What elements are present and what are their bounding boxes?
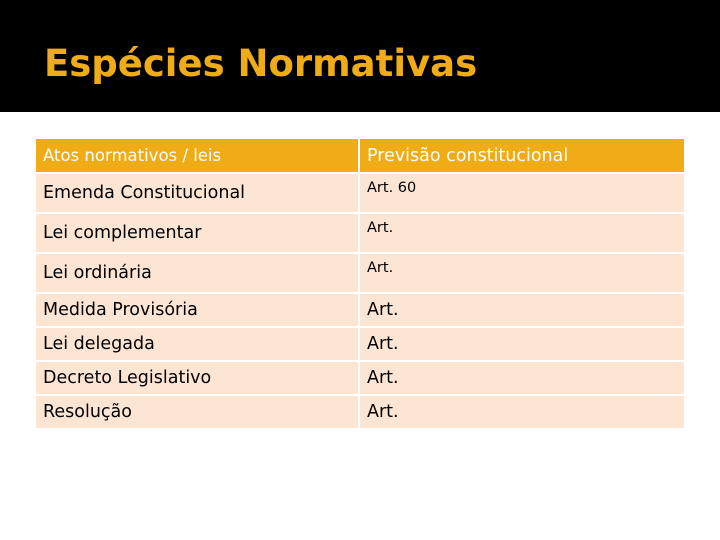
table-row — [36, 173, 684, 213]
provision-cell: Art. — [359, 293, 684, 327]
column-header-constitutional-provision: Previsão constitucional — [359, 139, 684, 173]
act-cell: Emenda Constitucional — [36, 173, 359, 213]
slide-title: Espécies Normativas — [44, 42, 478, 85]
provision-cell: Art. — [359, 213, 684, 253]
act-cell: Lei delegada — [36, 327, 359, 361]
table-row — [36, 395, 684, 428]
act-cell: Lei ordinária — [36, 253, 359, 293]
act-cell: Medida Provisória — [36, 293, 359, 327]
act-cell: Lei complementar — [36, 213, 359, 253]
provision-cell: Art. — [359, 361, 684, 395]
table-row — [36, 213, 684, 253]
provision-cell: Art. — [359, 253, 684, 293]
column-header-acts: Atos normativos / leis — [36, 139, 359, 173]
act-cell: Resolução — [36, 395, 359, 428]
table-container — [36, 139, 684, 428]
normative-species-table — [36, 139, 684, 428]
table-row — [36, 293, 684, 327]
provision-cell: Art. 60 — [359, 173, 684, 213]
table-row — [36, 361, 684, 395]
provision-cell: Art. — [359, 395, 684, 428]
table-header-row — [36, 139, 684, 173]
table-row — [36, 253, 684, 293]
act-cell: Decreto Legislativo — [36, 361, 359, 395]
table-row — [36, 327, 684, 361]
title-bar — [0, 0, 720, 112]
provision-cell: Art. — [359, 327, 684, 361]
